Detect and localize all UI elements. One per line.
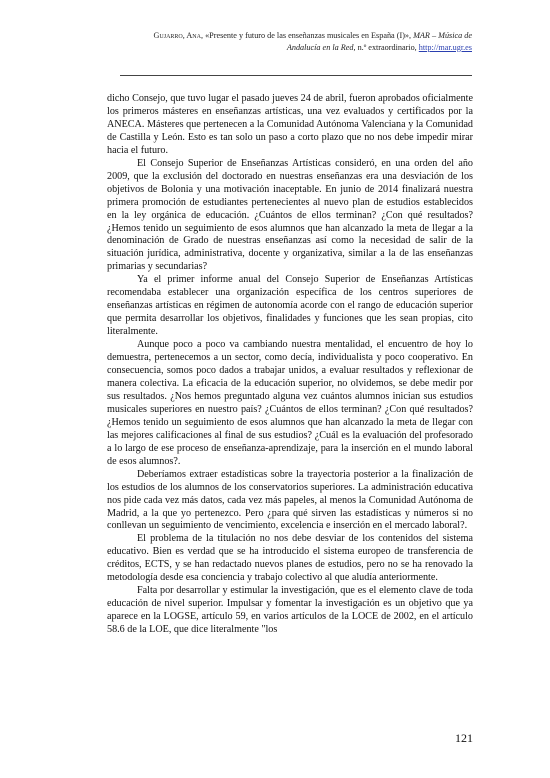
paragraph: Falta por desarrollar y estimular la investigación, que es el elemento clave de toda educación de nivel superior. Impulsar y fomentar la investigación es un objetivo que ya aparece en la LOGSE, artículo 59, en varios artículos de la LOCE de 2002, en el artículo 58.6 de la LOE, que dice literalmente "los bbox=[107, 585, 473, 636]
header-author: Gujarro, Ana, bbox=[153, 31, 204, 40]
header-article-title: «Presente y futuro de las enseñanzas musicales en España (I)», bbox=[203, 31, 414, 40]
paragraph: Deberíamos extraer estadísticas sobre la trayectoria posterior a la finalización de los estudios de los alumnos de los conservatorios superiores. La administración educativa nos pide cada vez más datos, cada vez más papeles, al menos la Comunidad Autónoma de Madrid, a la que yo pertenezco. Pero ¿para qué sirven las estadísticas y números si no conllevan un seguimiento de vencimiento, excelencia e inserción en el mercado laboral?. bbox=[107, 468, 473, 532]
paragraph: Aunque poco a poco va cambiando nuestra mentalidad, el encuentro de hoy lo demuestra, pertenecemos a un sector, como decía, individualista y poco cooperativo. En consecuencia, somos poco dados a trabajar unidos, a evaluar resultados y reflexionar de manera colectiva. La eficacia de la educación superior, no olvidemos, se debe medir por sus resultados. ¿Nos hemos preguntado alguna vez cuántos alumnos inician sus estudios musicales superiores en nuestro país? ¿Cuántos de ellos terminan? ¿Con qué resultados? ¿Hemos tenido un seguimiento de esos alumnos que han alcanzado la meta de llegar con las mejores calificaciones al final de sus estudios? ¿Cuál es la evaluación del profesorado a lo largo de ese proceso de enseñanza-aprendizaje, para la inserción en el mundo laboral de esos alumnos?. bbox=[107, 339, 473, 467]
paragraph: dicho Consejo, que tuvo lugar el pasado jueves 24 de abril, fueron aprobados oficialmente los primeros másteres en enseñanzas artísticas, una vez evaluados y certificados por la ANECA. Másteres que pertenecen a la Comunidad Autónoma Valenciana y la Comunidad de Castilla y León. Esto es tan solo un paso a corto plazo que no nos debe impedir mirar hacia el futuro. bbox=[107, 93, 473, 156]
paragraph: El Consejo Superior de Enseñanzas Artísticas consideró, en una orden del año 2009, que la exclusión del doctorado en nuestras enseñanzas era una desviación de los objetivos de Bolonia y una motivación inaceptable. En junio de 2014 finalizará nuestra primera promoción de estudiantes pertenecientes al nuevo plan de estudios establecidos en la ley orgánica de educación. ¿Cuántos de ellos terminan? ¿Con qué resultados? ¿Hemos tenido un seguimiento de esos alumnos que han alcanzado la meta de llegar a la denominación de Grado de nuestras enseñanzas así como la necesidad de salir de la situación jurídica, administrativa, docente y organizativa, similar a la de las enseñanzas primarias y secundarias? bbox=[107, 157, 473, 273]
header-divider bbox=[120, 75, 472, 76]
page-number: 121 bbox=[455, 731, 473, 745]
header-journal: MAR – Música de Andalucía en la Red bbox=[286, 31, 472, 52]
paragraph: El problema de la titulación no nos debe desviar de los contenidos del sistema educativo. Bien es verdad que se ha introducido el sistema europeo de transferencia de créditos, ECTS, y se han redactado nuevos planes de estudios, pero no se ha renovado la metodología desde esa conciencia y trabajo colectivo al que aludía anteriormente. bbox=[107, 533, 473, 584]
article-body bbox=[107, 93, 473, 637]
running-header bbox=[150, 30, 472, 53]
paragraph: Ya el primer informe anual del Consejo Superior de Enseñanzas Artísticas recomendaba establecer una organización específica de los centros superiores de enseñanzas artísticas en régimen de autonomía acorde con el rango de educación superior que permita desarrollar los objetivos, finalidades y funciones que les sean propias, cito literalmente. bbox=[107, 274, 473, 338]
header-url-link[interactable]: http://mar.ugr.es bbox=[418, 42, 472, 52]
header-issue: , n.º extraordinario, bbox=[353, 42, 419, 52]
